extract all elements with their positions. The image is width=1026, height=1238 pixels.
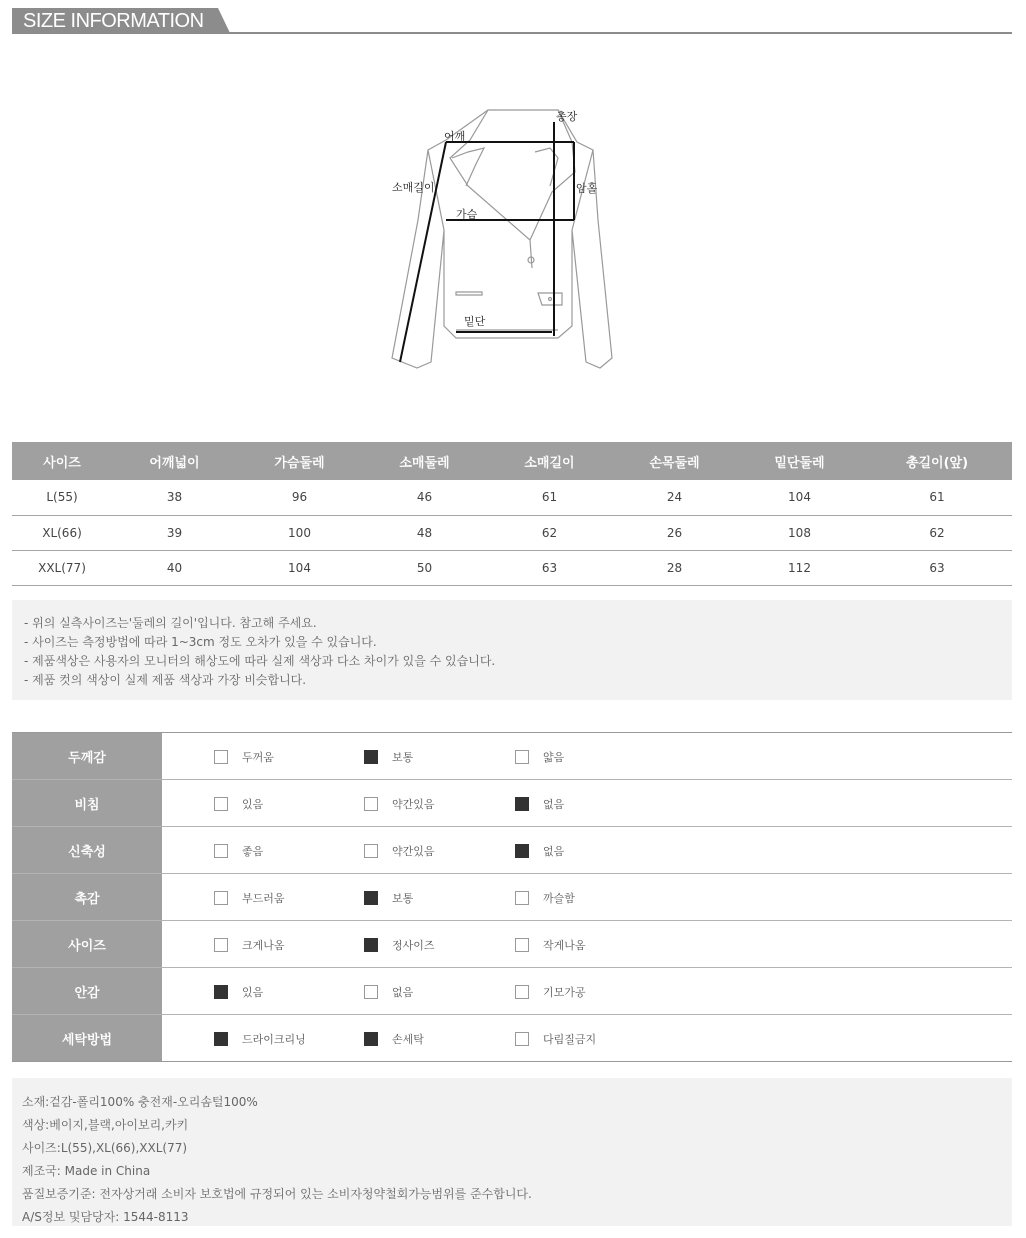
option[interactable] bbox=[515, 984, 586, 1000]
table-cell: 104 bbox=[737, 480, 862, 515]
col-sleeve-length: 소매길이 bbox=[487, 442, 612, 480]
table-cell: 48 bbox=[362, 515, 487, 550]
table-cell: 108 bbox=[737, 515, 862, 550]
table-cell: 61 bbox=[862, 480, 1012, 515]
option[interactable] bbox=[364, 984, 413, 1000]
table-cell: 62 bbox=[487, 515, 612, 550]
property-options bbox=[162, 827, 1012, 873]
property-label: 비침 bbox=[12, 780, 162, 826]
table-cell: 63 bbox=[487, 550, 612, 585]
size-table-header-row bbox=[12, 442, 1012, 480]
info-origin: 제조국: Made in China bbox=[22, 1164, 151, 1178]
col-total-length: 총길이(앞) bbox=[862, 442, 1012, 480]
option-label: 있음 bbox=[242, 798, 264, 811]
option-label: 부드러움 bbox=[242, 892, 285, 905]
property-options bbox=[162, 921, 1012, 967]
table-cell: XXL(77) bbox=[12, 550, 112, 585]
label-hem: 밑단 bbox=[464, 315, 486, 328]
option[interactable] bbox=[364, 749, 413, 765]
table-row bbox=[12, 550, 1012, 585]
table-cell: 28 bbox=[612, 550, 737, 585]
option[interactable] bbox=[515, 1031, 596, 1047]
label-sleeve-length: 소매길이 bbox=[392, 181, 435, 194]
option-label: 없음 bbox=[392, 986, 414, 999]
checkbox-unchecked[interactable] bbox=[515, 891, 529, 905]
checkbox-unchecked[interactable] bbox=[515, 750, 529, 764]
table-cell: 24 bbox=[612, 480, 737, 515]
option-label: 드라이크리닝 bbox=[242, 1033, 306, 1046]
option-label: 까슬함 bbox=[543, 892, 575, 905]
checkbox-checked[interactable] bbox=[364, 891, 378, 905]
table-cell: 38 bbox=[112, 480, 237, 515]
col-size: 사이즈 bbox=[12, 442, 112, 480]
table-row bbox=[12, 515, 1012, 550]
col-shoulder: 어깨넓이 bbox=[112, 442, 237, 480]
option[interactable] bbox=[214, 1031, 306, 1047]
option[interactable] bbox=[214, 843, 263, 859]
table-cell: 100 bbox=[237, 515, 362, 550]
checkbox-unchecked[interactable] bbox=[364, 985, 378, 999]
table-cell: 62 bbox=[862, 515, 1012, 550]
property-row-texture bbox=[12, 874, 1012, 921]
checkbox-unchecked[interactable] bbox=[214, 750, 228, 764]
label-shoulder: 어깨 bbox=[444, 130, 466, 143]
option-label: 약간있음 bbox=[392, 845, 435, 858]
option[interactable] bbox=[515, 890, 575, 906]
option[interactable] bbox=[214, 890, 285, 906]
property-row-washing bbox=[12, 1015, 1012, 1062]
property-label: 안감 bbox=[12, 968, 162, 1014]
table-cell: 61 bbox=[487, 480, 612, 515]
checkbox-checked[interactable] bbox=[364, 1032, 378, 1046]
label-chest: 가슴 bbox=[456, 208, 478, 221]
property-row-fit bbox=[12, 921, 1012, 968]
table-cell: XL(66) bbox=[12, 515, 112, 550]
property-label: 세탁방법 bbox=[12, 1015, 162, 1061]
fabric-properties-table bbox=[12, 732, 1012, 1062]
checkbox-checked[interactable] bbox=[214, 1032, 228, 1046]
property-label: 두께감 bbox=[12, 733, 162, 779]
option-label: 정사이즈 bbox=[392, 939, 435, 952]
option-label: 크게나옴 bbox=[242, 939, 285, 952]
table-cell: 112 bbox=[737, 550, 862, 585]
note-line: - 위의 실측사이즈는'둘레의 길이'입니다. 참고해 주세요. bbox=[24, 616, 317, 630]
option-label: 있음 bbox=[242, 986, 264, 999]
option[interactable] bbox=[364, 843, 435, 859]
checkbox-checked[interactable] bbox=[515, 844, 529, 858]
option-label: 보통 bbox=[392, 892, 414, 905]
table-cell: 104 bbox=[237, 550, 362, 585]
label-armhole: 암홀 bbox=[576, 182, 598, 195]
checkbox-unchecked[interactable] bbox=[214, 844, 228, 858]
header-divider bbox=[12, 32, 1012, 34]
property-options bbox=[162, 780, 1012, 826]
property-label: 사이즈 bbox=[12, 921, 162, 967]
option-label: 약간있음 bbox=[392, 798, 435, 811]
option-label: 다림질금지 bbox=[543, 1033, 597, 1046]
size-notes bbox=[12, 600, 1012, 700]
jacket-diagram bbox=[380, 100, 640, 380]
option[interactable] bbox=[214, 984, 263, 1000]
info-sizes: 사이즈:L(55),XL(66),XXL(77) bbox=[22, 1141, 188, 1155]
property-options bbox=[162, 874, 1012, 920]
col-sleeve-circ: 소매둘레 bbox=[362, 442, 487, 480]
option[interactable] bbox=[364, 796, 435, 812]
info-warranty: 품질보증기준: 전자상거래 소비자 보호법에 규정되어 있는 소비자청약철회가능범위를 준수합니다. bbox=[22, 1187, 532, 1201]
property-options bbox=[162, 733, 1012, 779]
col-wrist: 손목둘레 bbox=[612, 442, 737, 480]
note-line: - 사이즈는 측정방법에 따라 1~3cm 정도 오차가 있을 수 있습니다. bbox=[24, 635, 377, 649]
checkbox-unchecked[interactable] bbox=[214, 797, 228, 811]
option-label: 좋음 bbox=[242, 845, 264, 858]
option-label: 작게나옴 bbox=[543, 939, 586, 952]
note-line: - 제품색상은 사용자의 모니터의 해상도에 따라 실제 색상과 다소 차이가 있을 수 있습니다. bbox=[24, 654, 496, 668]
section-header bbox=[12, 8, 1012, 34]
checkbox-checked[interactable] bbox=[515, 797, 529, 811]
property-row-thickness bbox=[12, 733, 1012, 780]
checkbox-unchecked[interactable] bbox=[214, 891, 228, 905]
checkbox-unchecked[interactable] bbox=[214, 938, 228, 952]
jacket-illustration bbox=[380, 100, 640, 380]
info-support: A/S정보 및담당자: 1544-8113 bbox=[22, 1210, 189, 1224]
col-hem: 밑단둘레 bbox=[737, 442, 862, 480]
table-cell: 96 bbox=[237, 480, 362, 515]
size-table bbox=[12, 442, 1012, 586]
checkbox-checked[interactable] bbox=[214, 985, 228, 999]
checkbox-unchecked[interactable] bbox=[515, 1032, 529, 1046]
checkbox-unchecked[interactable] bbox=[364, 797, 378, 811]
note-line: - 제품 컷의 색상이 실제 제품 색상과 가장 비슷합니다. bbox=[24, 673, 307, 687]
table-cell: 26 bbox=[612, 515, 737, 550]
table-cell: 40 bbox=[112, 550, 237, 585]
option[interactable] bbox=[515, 796, 564, 812]
col-chest: 가슴둘레 bbox=[237, 442, 362, 480]
property-row-lining bbox=[12, 968, 1012, 1015]
info-material: 소재:겉감-폴리100% 충전재-오리솜털100% bbox=[22, 1095, 258, 1109]
property-label: 신축성 bbox=[12, 827, 162, 873]
checkbox-unchecked[interactable] bbox=[515, 938, 529, 952]
property-label: 촉감 bbox=[12, 874, 162, 920]
option-label: 기모가공 bbox=[543, 986, 586, 999]
checkbox-unchecked[interactable] bbox=[364, 844, 378, 858]
property-row-elasticity bbox=[12, 827, 1012, 874]
option[interactable] bbox=[515, 843, 564, 859]
option-label: 보통 bbox=[392, 751, 414, 764]
property-row-sheerness bbox=[12, 780, 1012, 827]
option-label: 없음 bbox=[543, 798, 565, 811]
option[interactable] bbox=[364, 937, 435, 953]
option[interactable] bbox=[364, 1031, 424, 1047]
option[interactable] bbox=[214, 937, 285, 953]
option-label: 손세탁 bbox=[392, 1033, 424, 1046]
option-label: 없음 bbox=[543, 845, 565, 858]
option[interactable] bbox=[515, 749, 564, 765]
property-options bbox=[162, 1015, 1012, 1061]
checkbox-checked[interactable] bbox=[364, 938, 378, 952]
option[interactable] bbox=[214, 749, 274, 765]
property-options bbox=[162, 968, 1012, 1014]
table-cell: 39 bbox=[112, 515, 237, 550]
option[interactable] bbox=[364, 890, 413, 906]
info-colors: 색상:베이지,블랙,아이보리,카키 bbox=[22, 1118, 189, 1132]
table-cell: L(55) bbox=[12, 480, 112, 515]
product-info bbox=[12, 1078, 1012, 1226]
checkbox-unchecked[interactable] bbox=[515, 985, 529, 999]
option[interactable] bbox=[214, 796, 263, 812]
option[interactable] bbox=[515, 937, 586, 953]
table-row bbox=[12, 480, 1012, 515]
table-cell: 50 bbox=[362, 550, 487, 585]
option-label: 두꺼움 bbox=[242, 751, 274, 764]
header-title: SIZE INFORMATION bbox=[23, 10, 204, 32]
option-label: 얇음 bbox=[543, 751, 565, 764]
table-cell: 63 bbox=[862, 550, 1012, 585]
table-cell: 46 bbox=[362, 480, 487, 515]
label-total-length: 총장 bbox=[556, 110, 578, 123]
checkbox-checked[interactable] bbox=[364, 750, 378, 764]
